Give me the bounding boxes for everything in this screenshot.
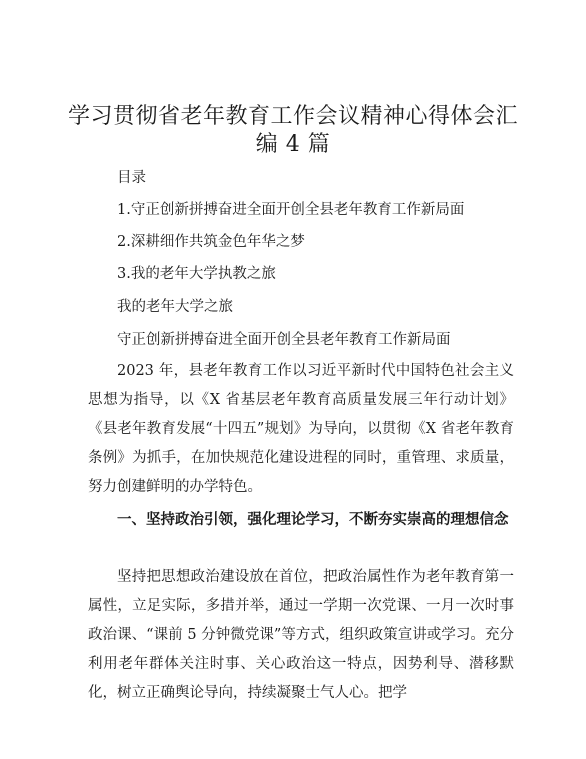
document-title-line-1: 学习贯彻省老年教育工作会议精神心得体会汇 xyxy=(67,104,518,129)
section-title-journey: 我的老年大学之旅 xyxy=(117,299,233,315)
toc-item-2: 2.深耕细作共筑金色年华之梦 xyxy=(117,234,305,250)
toc-item-1: 1.守正创新拼搏奋进全面开创全县老年教育工作新局面 xyxy=(117,202,465,218)
toc-heading: 目录 xyxy=(117,170,146,186)
section-title-main: 守正创新拼搏奋进全面开创全县老年教育工作新局面 xyxy=(117,332,451,348)
section-heading-1: 一、坚持政治引领，强化理论学习，不断夯实崇高的理想信念 xyxy=(117,511,509,528)
body-paragraph-2: 坚持把思想政治建设放在首位，把政治属性作为老年教育第一属性，立足实际，多措并举，通过一学期一次党课、一月一次时事政治课、“课前 5 分钟微党课”等方式，组织政策宣讲或学习。充分利用老年群体关注时事、关心政治这一特点，因势利导、潜移默化，树立正确舆论导向，持续凝聚士气人心。把学 xyxy=(88,569,514,701)
body-paragraph-1: 2023 年，县老年教育工作以习近平新时代中国特色社会主义思想为指导，以《X 省基层老年教育高质量发展三年行动计划》《县老年教育发展“十四五”规划》为导向，以贯彻《X 省老年教育条例》为抓手，在加快规范化建设进程的同时，重管理、求质量，努力创建鲜明的办学特色。 xyxy=(88,363,514,495)
document-title-line-2: 编 4 篇 xyxy=(255,132,331,157)
toc-item-3: 3.我的老年大学执教之旅 xyxy=(117,266,276,282)
